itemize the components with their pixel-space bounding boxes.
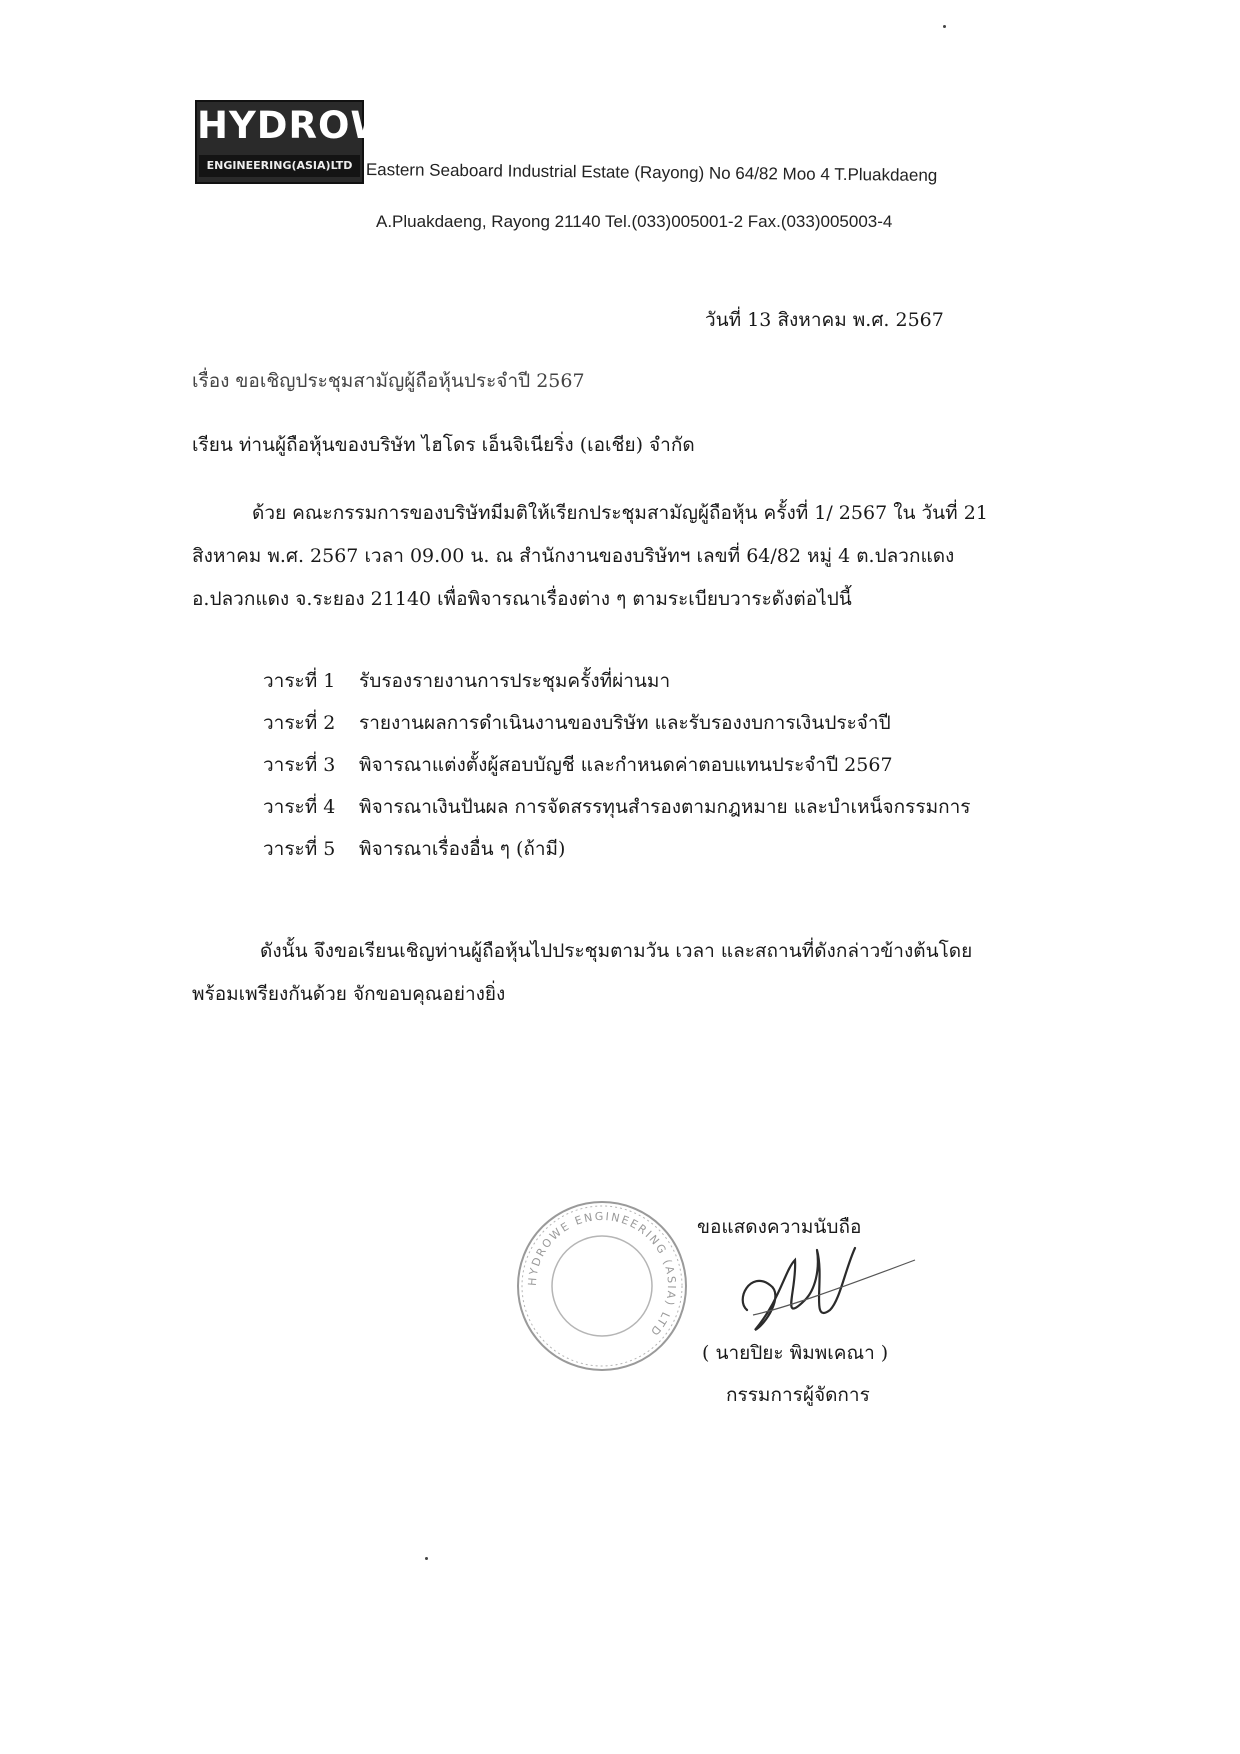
- agenda-text: รายงานผลการดำเนินงานของบริษัท และรับรองงบการเงินประจำปี: [359, 712, 891, 734]
- agenda-text: พิจารณาแต่งตั้งผู้สอบบัญชี และกำหนดค่าตอบแทนประจำปี 2567: [359, 754, 893, 776]
- signer-position: กรรมการผู้จัดการ: [726, 1384, 870, 1406]
- agenda-text: พิจารณาเงินปันผล การจัดสรรทุนสำรองตามกฎหมาย และบำเหน็จกรรมการ: [359, 796, 971, 818]
- scan-speck: [943, 25, 946, 28]
- logo-subtitle: ENGINEERING(ASIA)LTD: [199, 155, 360, 177]
- body-paragraph-1: [192, 492, 1006, 621]
- agenda-list: [263, 660, 971, 870]
- agenda-item: [263, 702, 971, 744]
- stamp-text: HYDROWE ENGINEERING (ASIA) LTD: [525, 1209, 679, 1340]
- agenda-number: วาระที่ 3: [263, 754, 336, 776]
- letter-date: วันที่ 13 สิงหาคม พ.ศ. 2567: [705, 309, 944, 331]
- signature-icon: [725, 1230, 925, 1350]
- agenda-number: วาระที่ 1: [263, 670, 336, 692]
- svg-text:HYDROWE ENGINEERING (ASIA) LTD: [526, 1210, 678, 1339]
- logo-name: HYDROWE: [197, 104, 419, 147]
- letter-subject: เรื่อง ขอเชิญประชุมสามัญผู้ถือหุ้นประจำปี 2567: [192, 370, 585, 392]
- agenda-number: วาระที่ 2: [263, 712, 336, 734]
- body-paragraph-2: [192, 930, 1006, 1016]
- paragraph-1-text: ด้วย คณะกรรมการของบริษัทมีมติให้เรียกประชุมสามัญผู้ถือหุ้น ครั้งที่ 1/ 2567 ใน วันที่ 21 สิงหาคม พ.ศ. 2567 เวลา 09.00 น. ณ สำนักงานของบริษัทฯ เลขที่ 64/82 หมู่ 4 ต.ปลวกแดง อ.ปลวกแดง จ.ระยอง 21140 เพื่อพิจารณาเรื่องต่าง ๆ ตามระเบียบวาระดังต่อไปนี้: [192, 502, 988, 610]
- agenda-item: [263, 660, 971, 702]
- letter-recipient: เรียน ท่านผู้ถือหุ้นของบริษัท ไฮโดร เอ็นจิเนียริ่ง (เอเชีย) จำกัด: [192, 434, 695, 456]
- company-stamp-icon: [513, 1197, 691, 1375]
- agenda-text: รับรองรายงานการประชุมครั้งที่ผ่านมา: [359, 670, 671, 692]
- address-line-1: Eastern Seaboard Industrial Estate (Rayong) No 64/82 Moo 4 T.Pluakdaeng: [365, 160, 938, 185]
- closing-regards: ขอแสดงความนับถือ: [697, 1216, 862, 1238]
- address-line-2: A.Pluakdaeng, Rayong 21140 Tel.(033)005001-2 Fax.(033)005003-4: [376, 212, 893, 231]
- agenda-number: วาระที่ 4: [263, 796, 336, 818]
- agenda-number: วาระที่ 5: [263, 838, 336, 860]
- company-logo: [195, 100, 419, 184]
- agenda-item: [263, 828, 971, 870]
- paragraph-2-text: ดังนั้น จึงขอเรียนเชิญท่านผู้ถือหุ้นไปประชุมตามวัน เวลา และสถานที่ดังกล่าวข้างต้นโดยพร้อมเพรียงกันด้วย จักขอบคุณอย่างยิ่ง: [192, 940, 973, 1005]
- agenda-item: [263, 786, 971, 828]
- signer-name: ( นายปิยะ พิมพเคณา ): [702, 1342, 889, 1364]
- scan-speck: [425, 1557, 428, 1560]
- agenda-text: พิจารณาเรื่องอื่น ๆ (ถ้ามี): [359, 838, 566, 860]
- agenda-item: [263, 744, 971, 786]
